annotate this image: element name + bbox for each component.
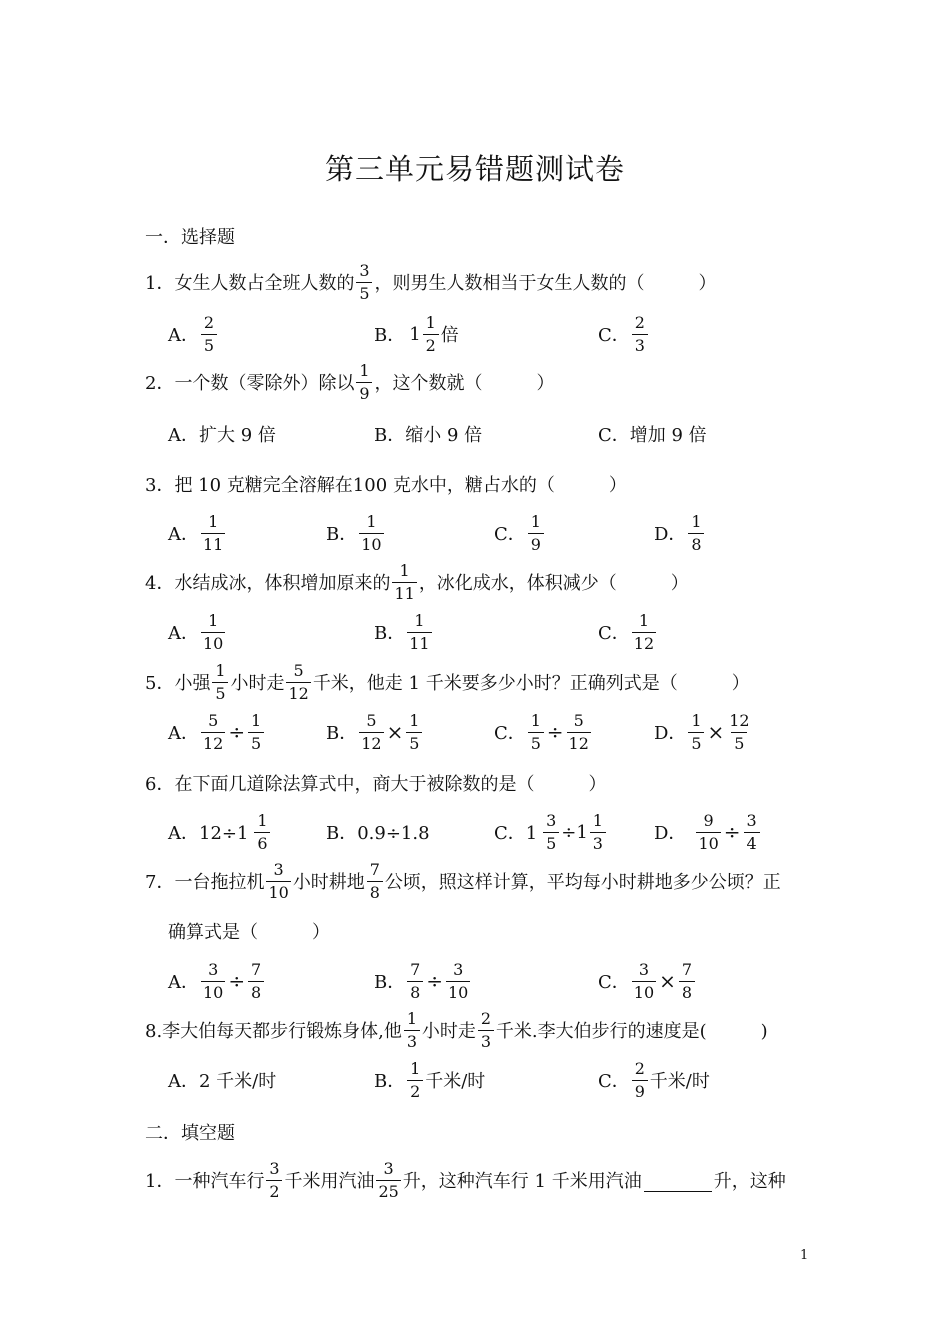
option-c[interactable]: C． $\frac{3}{10}$ × $\frac{7}{8}$	[598, 959, 697, 1003]
section-label: 二．填空题	[145, 1123, 235, 1144]
fraction: 1 11	[394, 560, 415, 603]
fraction: $\frac{1}{5}$	[406, 711, 422, 754]
fraction: 2 3	[478, 1009, 494, 1052]
question-text: ，则男生人数相当于女生人数的（ ）	[374, 273, 717, 294]
option-b[interactable]: B． 1 11	[374, 610, 430, 653]
fraction: $\frac{7}{8}$	[248, 960, 264, 1003]
option-c[interactable]: C．1 $\frac{3}{5}$ ÷1 1 3	[494, 810, 608, 854]
options-q7	[0, 959, 950, 1003]
option-c[interactable]: C． 1 12	[598, 610, 655, 653]
section-heading-choice	[145, 214, 235, 258]
question-text: 千米用汽油	[284, 1171, 375, 1192]
option-b[interactable]: B．缩小 9 倍	[374, 425, 483, 446]
question-7-continued: 确算式是（ ）	[168, 922, 330, 943]
option-a[interactable]: A． $\frac{5}{12}$ ÷ $\frac{1}{5}$	[168, 710, 266, 754]
fraction: 1 2	[407, 1059, 423, 1102]
fraction: 1 5	[212, 661, 228, 704]
fraction: $\frac{3}{4}$	[744, 811, 760, 854]
fraction: $\frac{3}{5}$	[543, 811, 559, 854]
page-title: 第三单元易错题测试卷	[324, 152, 625, 186]
question-7	[145, 859, 781, 903]
question-text: 8.李大伯每天都步行锻炼身体,他	[145, 1021, 402, 1042]
option-a[interactable]: A．2 千米/时	[168, 1071, 277, 1092]
fraction: $\frac{3}{10}$	[633, 959, 655, 1002]
fraction: 5 12	[288, 660, 309, 703]
question-8	[145, 1008, 768, 1052]
fraction: 1 12	[633, 610, 655, 653]
answer-blank[interactable]	[644, 1169, 712, 1192]
fraction: $\frac{1}{5}$	[688, 711, 704, 754]
options-q3	[0, 511, 950, 555]
question-text: 千米，他走 1 千米要多少小时？正确列式是（ ）	[312, 673, 750, 694]
fraction: $\frac{5}{12}$	[568, 710, 589, 753]
fraction: $\frac{1}{5}$	[528, 711, 544, 754]
question-text: 升，这种汽车行 1 千米用汽油	[402, 1171, 642, 1192]
fraction: 7 8	[367, 860, 383, 903]
question-3: 3．把 10 克糖完全溶解在100 克水中，糖占水的（ ）	[145, 475, 627, 496]
fraction: 3 10	[268, 859, 289, 902]
question-text: 升，这种	[713, 1171, 786, 1192]
question-text: 4．水结成冰，体积增加原来的	[145, 573, 391, 594]
question-text: 1．一种汽车行	[145, 1171, 265, 1192]
option-a[interactable]: A． 1 11	[168, 511, 224, 554]
fraction: $\frac{3}{10}$	[203, 959, 224, 1002]
option-c[interactable]: C． 2 9 千米/时	[598, 1058, 710, 1101]
fraction: 1 3	[590, 811, 606, 854]
option-a[interactable]: A． 1 10	[168, 610, 224, 653]
option-b[interactable]: B． 1 2 千米/时	[374, 1058, 486, 1101]
fraction: 1 11	[203, 511, 224, 554]
fraction: 1 10	[203, 610, 224, 653]
fraction: 1 11	[409, 610, 430, 653]
option-b[interactable]: B． $\frac{7}{8}$ ÷ $\frac{3}{10}$	[374, 959, 469, 1002]
question-text: 小时耕地	[292, 872, 365, 893]
option-c[interactable]: C． 2 3	[598, 312, 650, 356]
question-4	[145, 560, 689, 604]
fraction: $\frac{9}{10}$	[698, 810, 719, 853]
fraction: 2 3	[632, 313, 648, 356]
fraction: 1 2	[423, 313, 439, 356]
option-c[interactable]: C． $\frac{1}{5}$ ÷ $\frac{5}{12}$	[494, 710, 589, 753]
option-d[interactable]: D． $\frac{9}{10}$ ÷ $\frac{3}{4}$	[654, 810, 762, 854]
fraction: $\frac{1}{5}$	[248, 711, 264, 754]
section-heading-fill	[145, 1110, 235, 1154]
fraction: $\frac{3}{10}$	[448, 959, 469, 1002]
question-text: 1．女生人数占全班人数的	[145, 273, 355, 294]
fraction: $\frac{7}{8}$	[679, 960, 695, 1003]
fill-question-1	[145, 1158, 786, 1202]
question-text: ，冰化成水，体积减少（ ）	[418, 573, 689, 594]
question-text: 千米.李大伯步行的速度是( )	[495, 1021, 768, 1042]
fraction: 3 5	[356, 261, 372, 304]
option-a[interactable]: A． $\frac{3}{10}$ ÷ $\frac{7}{8}$	[168, 959, 266, 1003]
option-d[interactable]: D． 1 8	[654, 511, 706, 555]
option-b[interactable]: B． 1 1 2 倍	[374, 312, 459, 355]
fraction: 1 9	[528, 512, 544, 555]
option-d[interactable]: D． $\frac{1}{5}$ × $\frac{12}{5}$	[654, 710, 750, 753]
question-6: 6．在下面几道除法算式中，商大于被除数的是（ ）	[145, 774, 607, 795]
fraction: 3 2	[266, 1159, 282, 1202]
question-text: 5．小强	[145, 673, 211, 694]
question-text: ，这个数就（ ）	[374, 373, 555, 394]
fraction: $\frac{5}{12}$	[361, 710, 382, 753]
fraction: 2 9	[632, 1059, 648, 1102]
fraction: 1 8	[688, 512, 704, 555]
fraction: $\frac{5}{12}$	[203, 710, 224, 753]
question-text: 2．一个数（零除外）除以	[145, 373, 355, 394]
option-c[interactable]: C． 1 9	[494, 511, 546, 555]
page-number: 1	[800, 1248, 809, 1263]
question-text: 公顷，照这样计算，平均每小时耕地多少公顷？正	[384, 872, 781, 893]
fraction: $\frac{12}{5}$	[729, 710, 750, 753]
fraction: 3 25	[378, 1158, 399, 1201]
fraction: 1 6	[254, 811, 270, 854]
fraction: 1 3	[404, 1009, 420, 1052]
options-q4	[0, 610, 950, 654]
option-a[interactable]: A．扩大 9 倍	[168, 425, 276, 446]
option-a[interactable]: A．12÷1 1 6	[168, 810, 272, 854]
fraction: 2 5	[201, 313, 217, 356]
question-text: 小时走	[421, 1021, 476, 1042]
option-a[interactable]: A． 2 5	[168, 312, 219, 356]
options-q6	[0, 810, 950, 854]
fraction: $\frac{7}{8}$	[407, 960, 423, 1003]
question-text: 小时走	[230, 673, 285, 694]
options-q1	[0, 312, 950, 356]
options-q5	[0, 710, 950, 754]
option-c[interactable]: C．增加 9 倍	[598, 425, 707, 446]
question-1	[145, 260, 716, 304]
options-q8	[0, 1058, 950, 1102]
fraction: 1 10	[361, 511, 382, 554]
options-q2	[0, 412, 950, 456]
question-text: 7．一台拖拉机	[145, 872, 265, 893]
option-b[interactable]: B． $\frac{5}{12}$ × $\frac{1}{5}$	[326, 710, 424, 754]
option-b[interactable]: B．0.9÷1.8	[326, 823, 430, 844]
question-2	[145, 360, 554, 404]
section-label: 一．选择题	[145, 227, 235, 248]
question-5	[145, 660, 750, 704]
fraction: 1 9	[356, 361, 372, 404]
option-b[interactable]: B． 1 10	[326, 511, 382, 554]
